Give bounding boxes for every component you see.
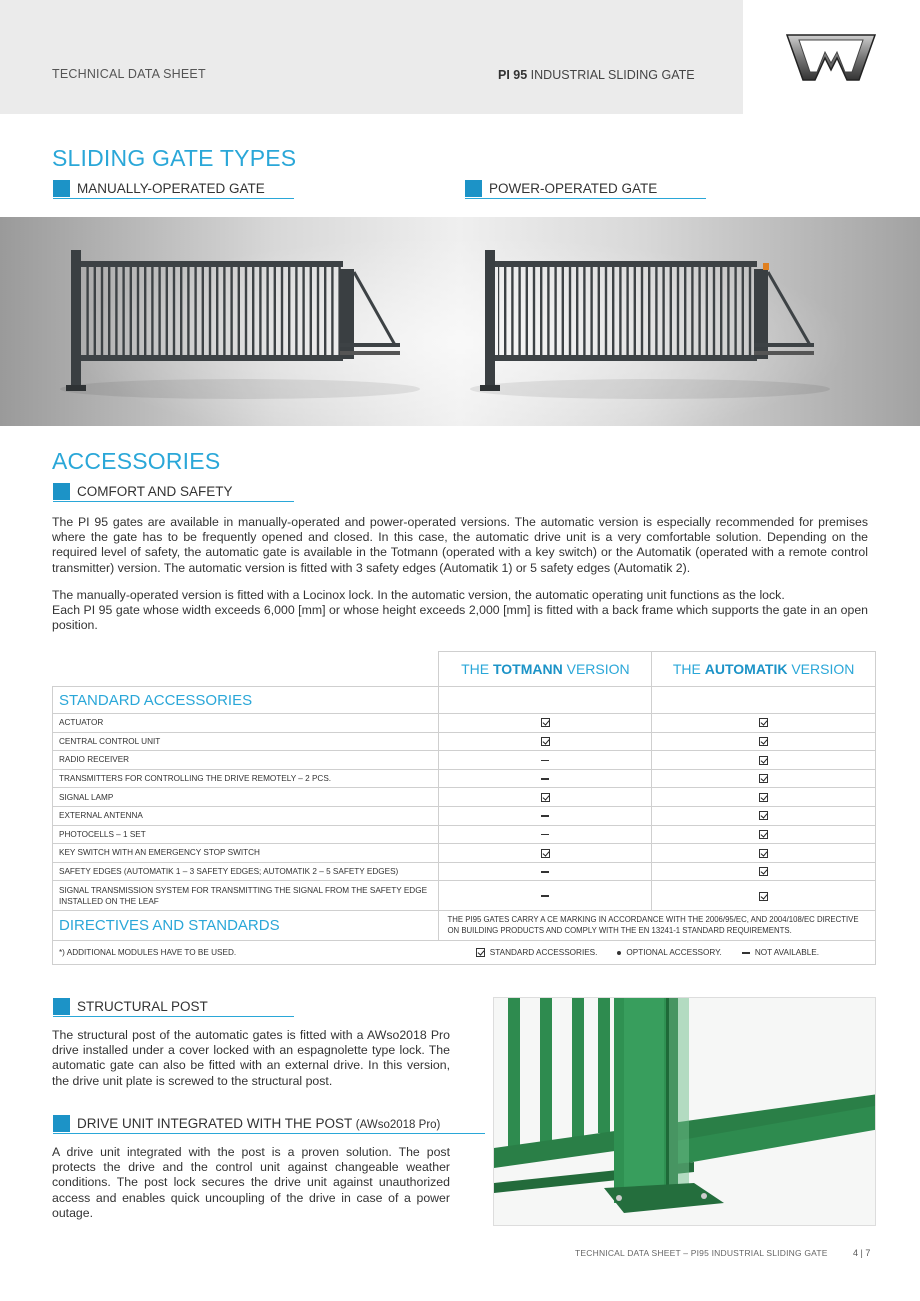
- subhead-power-gate-label: POWER-OPERATED GATE: [489, 181, 658, 196]
- accessory-label: PHOTOCELLS – 1 SET: [53, 825, 439, 844]
- accessories-table: [52, 651, 876, 965]
- cell-automatik: [652, 825, 876, 844]
- checkbox-icon: [541, 718, 550, 727]
- cell-totmann: [439, 825, 652, 844]
- drive-unit-text: A drive unit integrated with the post is a proven solution. The post protects the drive and the control unit against changeable weather conditions. The post lock secures the drive unit against unauthorized access and enables quick uncoupling of the drive in case of a power outage.: [52, 1145, 450, 1220]
- checkbox-icon: [759, 774, 768, 783]
- gate-images-band: [0, 217, 920, 426]
- cell-totmann: [439, 806, 652, 825]
- subhead-structural-post-label: STRUCTURAL POST: [77, 999, 208, 1014]
- power-gate-image: [470, 250, 830, 399]
- subhead-drive-unit: [53, 1114, 485, 1134]
- cell-totmann: [439, 788, 652, 807]
- checkbox-icon: [541, 849, 550, 858]
- subhead-marker: [53, 180, 70, 197]
- accessory-rows: [53, 714, 876, 911]
- checkbox-icon: [759, 756, 768, 765]
- subhead-power-gate: [465, 179, 706, 199]
- table-row: [53, 806, 876, 825]
- subhead-comfort-safety-label: COMFORT AND SAFETY: [77, 484, 233, 499]
- table-row: [53, 881, 876, 911]
- company-logo-icon: [785, 32, 877, 84]
- accessories-paragraph-2b: Each PI 95 gate whose width exceeds 6,000 [mm] or whose height exceeds 2,000 [mm] is fitted with a back frame which supports the gate in an open position.: [52, 603, 868, 633]
- subhead-marker: [53, 1115, 70, 1132]
- checkbox-icon: [759, 793, 768, 802]
- cell-automatik: [652, 788, 876, 807]
- header-product-code: PI 95: [498, 68, 528, 82]
- cell-automatik: [652, 844, 876, 863]
- dash-icon: [541, 815, 549, 817]
- checkbox-icon: [759, 867, 768, 876]
- subhead-drive-unit-label: DRIVE UNIT INTEGRATED WITH THE POST (AWso2018 Pro): [77, 1116, 441, 1131]
- cell-automatik: [652, 806, 876, 825]
- accessories-paragraph-1: The PI 95 gates are available in manually-operated and power-operated versions. The automatic version is especially recommended for premises where the gate has to be frequently opened and closed. In this case, the automatic drive unit is a very comfortable solution. Depending on the required level of safety, the automatic gate is available in the Totmann (operated with a key switch) or the Automatik (operated with a remote control transmitter) version. The automatic version is fitted with 3 safety edges (Automatik 1) or 5 safety edges (Automatik 2).: [52, 515, 868, 575]
- footer-text: TECHNICAL DATA SHEET – PI95 INDUSTRIAL SLIDING GATE: [575, 1248, 828, 1258]
- checkbox-icon: [541, 793, 550, 802]
- header-product-name: INDUSTRIAL SLIDING GATE: [527, 68, 695, 82]
- header-product: [498, 68, 695, 82]
- bullet-icon: [617, 951, 621, 955]
- legend-not-available: NOT AVAILABLE.: [754, 948, 819, 958]
- accessory-label: ACTUATOR: [53, 714, 439, 733]
- header-band: [0, 0, 743, 114]
- table-section-directives: DIRECTIVES AND STANDARDS: [53, 911, 439, 941]
- header-document-type: TECHNICAL DATA SHEET: [52, 67, 206, 81]
- cell-totmann: [439, 714, 652, 733]
- cell-automatik: [652, 862, 876, 881]
- cell-automatik: [652, 732, 876, 751]
- subhead-structural-post: [53, 997, 294, 1017]
- subhead-manual-gate: [53, 179, 294, 199]
- table-legend: [476, 948, 869, 957]
- legend-standard: STANDARD ACCESSORIES.: [489, 948, 598, 958]
- table-row: [53, 788, 876, 807]
- checkbox-icon: [759, 849, 768, 858]
- cell-automatik: [652, 769, 876, 788]
- table-section-standard: STANDARD ACCESSORIES: [53, 687, 439, 714]
- cell-automatik: [652, 751, 876, 770]
- section-title-accessories: ACCESSORIES: [52, 448, 221, 474]
- accessory-label: SIGNAL LAMP: [53, 788, 439, 807]
- cell-totmann: [439, 769, 652, 788]
- dash-icon: [541, 895, 549, 897]
- cell-totmann: [439, 881, 652, 911]
- accessory-label: SIGNAL TRANSMISSION SYSTEM FOR TRANSMITTING THE SIGNAL FROM THE SAFETY EDGE INSTALLED ON THE LEAF: [53, 881, 439, 911]
- table-row: [53, 825, 876, 844]
- table-row: [53, 862, 876, 881]
- table-footnote: *) ADDITIONAL MODULES HAVE TO BE USED.: [59, 948, 237, 958]
- table-row: [53, 751, 876, 770]
- subhead-marker: [465, 180, 482, 197]
- cell-totmann: [439, 844, 652, 863]
- accessory-label: TRANSMITTERS FOR CONTROLLING THE DRIVE REMOTELY – 2 PCS.: [53, 769, 439, 788]
- table-row: [53, 769, 876, 788]
- checkbox-icon: [541, 737, 550, 746]
- column-header-automatik: THE AUTOMATIK VERSION: [652, 652, 876, 687]
- dash-icon: [742, 952, 750, 954]
- accessories-paragraph-2: [52, 588, 868, 634]
- checkbox-icon: [759, 811, 768, 820]
- dash-icon: [541, 760, 549, 762]
- accessory-label: EXTERNAL ANTENNA: [53, 806, 439, 825]
- structural-post-text: The structural post of the automatic gates is fitted with a AWso2018 Pro drive installed under a cover locked with an espagnolette type lock. The automatic gate can also be fitted with an external drive. In this version, the drive unit plate is screwed to the structural post.: [52, 1028, 450, 1088]
- table-footer: [53, 941, 876, 965]
- cell-totmann: [439, 751, 652, 770]
- checkbox-icon: [759, 830, 768, 839]
- table-row: [53, 732, 876, 751]
- accessory-label: RADIO RECEIVER: [53, 751, 439, 770]
- subhead-comfort-safety: [53, 482, 294, 502]
- checkbox-icon: [759, 737, 768, 746]
- accessories-paragraph-2a: The manually-operated version is fitted with a Locinox lock. In the automatic version, the automatic operating unit functions as the lock.: [52, 588, 785, 602]
- page-number: 4 | 7: [853, 1248, 871, 1258]
- accessory-label: SAFETY EDGES (AUTOMATIK 1 – 3 SAFETY EDGES; AUTOMATIK 2 – 5 SAFETY EDGES): [53, 862, 439, 881]
- column-header-totmann: THE TOTMANN VERSION: [439, 652, 652, 687]
- dash-icon: [541, 871, 549, 873]
- cell-automatik: [652, 714, 876, 733]
- table-corner: [53, 652, 439, 687]
- cell-automatik: [652, 881, 876, 911]
- cell-totmann: [439, 732, 652, 751]
- table-row: [53, 844, 876, 863]
- checkbox-icon: [759, 718, 768, 727]
- cell-totmann: [439, 862, 652, 881]
- section-title-gate-types: SLIDING GATE TYPES: [52, 145, 297, 171]
- checkbox-icon: [759, 892, 768, 901]
- manual-gate-image: [60, 250, 420, 399]
- dash-icon: [541, 834, 549, 836]
- table-row: [53, 714, 876, 733]
- accessory-label: CENTRAL CONTROL UNIT: [53, 732, 439, 751]
- dash-icon: [541, 778, 549, 780]
- accessory-label: KEY SWITCH WITH AN EMERGENCY STOP SWITCH: [53, 844, 439, 863]
- subhead-marker: [53, 998, 70, 1015]
- drive-unit-photo: [493, 997, 876, 1226]
- checkbox-icon: [476, 948, 485, 957]
- legend-optional: OPTIONAL ACCESSORY.: [626, 948, 722, 958]
- subhead-marker: [53, 483, 70, 500]
- subhead-manual-gate-label: MANUALLY-OPERATED GATE: [77, 181, 265, 196]
- directives-text: THE PI95 GATES CARRY A CE MARKING IN ACCORDANCE WITH THE 2006/95/EC, AND 2004/108/EC DIRECTIVE ON BUILDING PRODUCTS AND COMPLY WITH THE EN 13241-1 STANDARD REQUIREMENTS.: [439, 911, 876, 941]
